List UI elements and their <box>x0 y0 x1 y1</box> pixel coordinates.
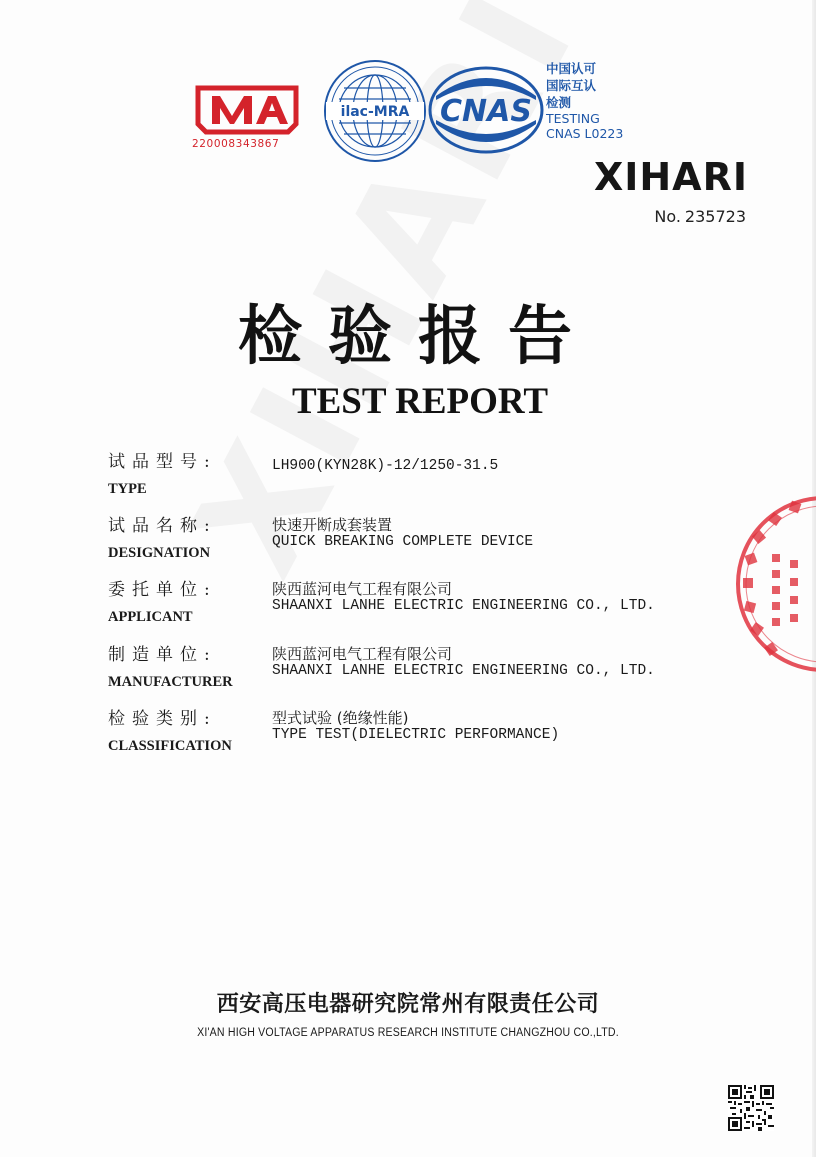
cnas-line-en-2: CNAS L0223 <box>546 126 624 141</box>
field-label-cn: 制造单位: <box>108 645 217 665</box>
field-label-cn: 检验类别: <box>108 709 217 729</box>
field-value-en: LH900(KYN28K)-12/1250-31.5 <box>272 458 499 474</box>
field-label-en: CLASSIFICATION <box>108 738 232 754</box>
page-title-en: TEST REPORT <box>291 381 549 422</box>
field-label-cn: 委托单位: <box>108 580 217 600</box>
cnas-line-cn-3: 检测 <box>546 95 572 110</box>
ilac-mra-logo-icon <box>322 58 428 164</box>
ma-mark-icon <box>192 84 302 136</box>
cnas-logo-icon <box>428 66 544 154</box>
brand-name: XIHARI <box>593 155 748 199</box>
cnas-accreditation-text <box>546 60 623 141</box>
report-number-prefix: No. <box>654 207 681 226</box>
field-value-en: TYPE TEST(DIELECTRIC PERFORMANCE) <box>272 727 560 743</box>
field-label-en: APPLICANT <box>108 609 193 625</box>
field-label-en: TYPE <box>108 481 147 497</box>
field-value-en: SHAANXI LANHE ELECTRIC ENGINEERING CO., LTD. <box>272 598 655 614</box>
report-number <box>650 207 746 226</box>
ma-logo <box>192 84 302 156</box>
field-value-cn: 陕西蓝河电气工程有限公司 <box>272 580 453 598</box>
page-title-cn: 检验报告 <box>238 300 598 374</box>
field-label-cn: 试品名称: <box>108 516 217 536</box>
field-value-en: SHAANXI LANHE ELECTRIC ENGINEERING CO., LTD. <box>272 663 655 679</box>
cnas-line-en-1: TESTING <box>546 111 600 126</box>
institute-name-en: XI'AN HIGH VOLTAGE APPARATUS RESEARCH INSTITUTE CHANGZHOU CO.,LTD. <box>197 1027 619 1039</box>
qr-code-icon <box>728 1085 774 1131</box>
ma-number: 220008343867 <box>192 138 280 150</box>
cnas-text: CNAS <box>440 94 532 129</box>
field-value-en: QUICK BREAKING COMPLETE DEVICE <box>272 534 534 550</box>
field-label-en: MANUFACTURER <box>108 674 233 690</box>
field-value-cn: 陕西蓝河电气工程有限公司 <box>272 645 453 663</box>
field-label-en: DESIGNATION <box>108 545 211 561</box>
field-value-cn: 快速开断成套装置 <box>272 516 393 534</box>
institute-name-cn: 西安高压电器研究院常州有限责任公司 <box>216 992 600 1017</box>
field-value-cn: 型式试验 (绝缘性能) <box>272 709 409 727</box>
cnas-line-cn-2: 国际互认 <box>546 78 597 93</box>
report-number-value: 235723 <box>684 207 746 226</box>
ilac-text: ilac-MRA <box>340 104 410 120</box>
cnas-line-cn-1: 中国认可 <box>546 61 597 76</box>
field-label-cn: 试品型号: <box>108 452 217 472</box>
official-seal-icon <box>732 484 816 694</box>
